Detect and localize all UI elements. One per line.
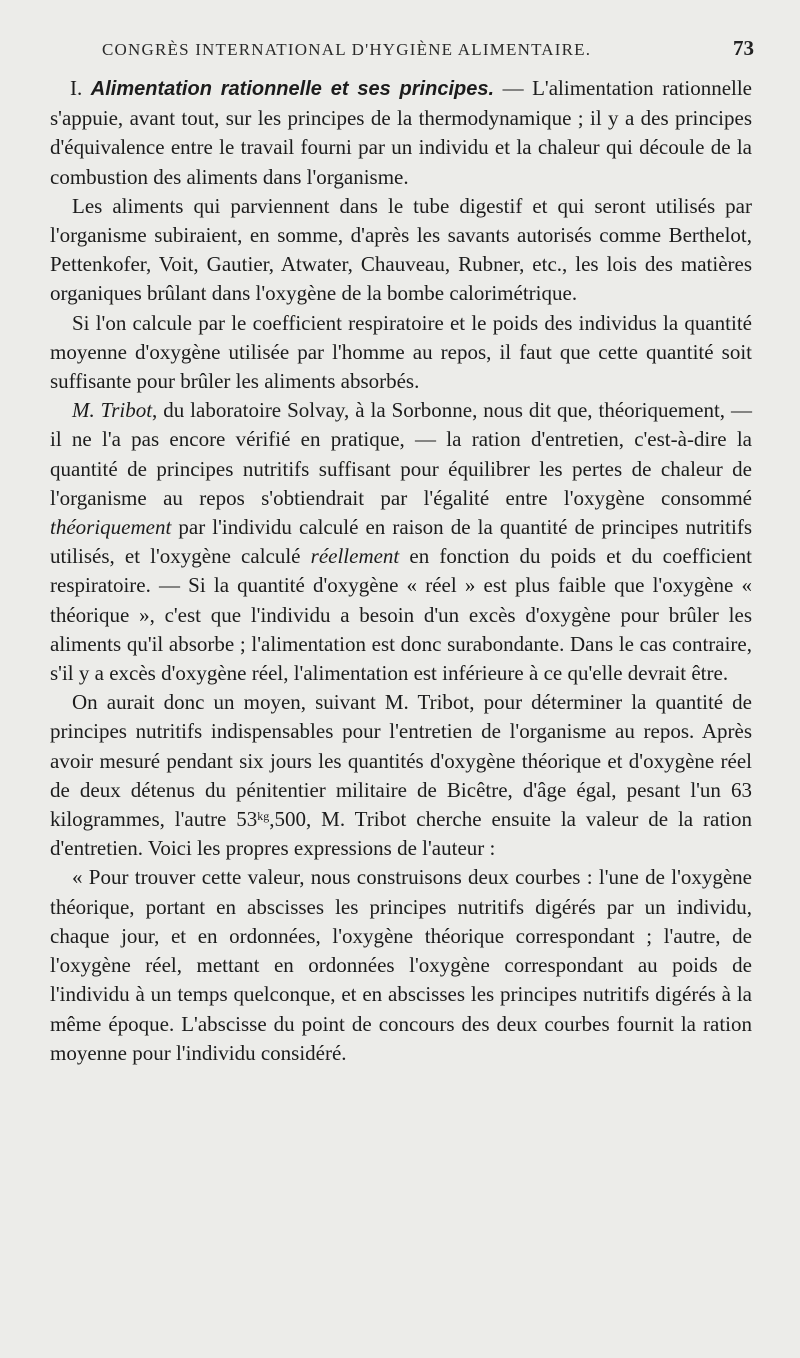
- page-body: [50, 74, 752, 1068]
- emphasis-theoriquement: théoriquement: [50, 515, 172, 540]
- paragraph-aliments: Les aliments qui parviennent dans le tube digestif et qui seront utilisés par l'organisme subiraient, en somme, d'après les savants autorisés comme Berthelot, Pettenkofer, Voit, Gautier, Atwater, Chauveau, Rubner, etc., les lois des matières organiques brûlant dans l'oxygène de la bombe calorimétrique.: [50, 193, 752, 306]
- paragraph-text: par l'individu calculé en raison de la quantité de principes nutritifs utilisés, et l'oxygène calculé: [50, 515, 752, 569]
- page-header: [102, 36, 754, 61]
- paragraph-section-intro: [50, 74, 752, 192]
- paragraph-text: — L'alimentation rationnelle s'appuie, avant tout, sur les principes de la thermodynamique ; il y a des principes d'équivalence entre le travail fourni par un individu et la chaleur qui découle de la combustion des aliments dans l'organisme.: [50, 76, 753, 189]
- paragraph-tribot: [50, 396, 752, 688]
- paragraph-text: On aurait donc un moyen, suivant M. Tribot, pour déterminer la quantité de principes nutritifs indispensables pour l'entretien de l'organisme au repos. Après avoir mesuré pendant six jours les quantités d'oxygène théorique et d'oxygène réel de deux détenus du pénitentier militaire de Bicêtre, d'âge égal, pesant l'un 63 kilogrammes, l'autre 53: [50, 690, 752, 832]
- paragraph-coefficient: Si l'on calcule par le coefficient respiratoire et le poids des individus la quantité moyenne d'oxygène utilisée par l'homme au repos, il faut que cette quantité soit suffisante pour brûler les aliments absorbés.: [50, 310, 752, 394]
- unit-kg: kg: [257, 809, 270, 824]
- page-number: 73: [733, 36, 754, 60]
- paragraph-text: , du laboratoire Solvay, à la Sorbonne, nous dit que, théoriquement, — il ne l'a pas encore vérifié en pratique, — la ration d'entretien, c'est-à-dire la quantité de principes nutritifs suffisant pour équilibrer les pertes de chaleur de l'organisme au repos s'obtiendrait par l'égalité entre l'oxygène consommé: [50, 398, 752, 510]
- section-number: I.: [70, 76, 83, 100]
- paragraph-method: [50, 688, 752, 863]
- running-title: CONGRÈS INTERNATIONAL D'HYGIÈNE ALIMENTAIRE.: [102, 40, 592, 59]
- paragraph-text: ,500, M. Tribot cherche ensuite la valeur de la ration d'entretien. Voici les propres expressions de l'auteur :: [50, 807, 752, 861]
- section-heading: Alimentation rationnelle et ses principes.: [90, 78, 495, 100]
- emphasis-reellement: réellement: [310, 544, 400, 569]
- author-name: M. Tribot: [72, 398, 153, 423]
- paragraph-text: en fonction du poids et du coefficient respiratoire. — Si la quantité d'oxygène « réel » est plus faible que l'oxygène « théorique », c'est que l'individu a besoin d'un excès d'oxygène pour brûler les aliments qu'il absorbe ; l'alimentation est donc surabondante. Dans le cas contraire, s'il y a excès d'oxygène réel, l'alimentation est inférieure à ce qu'elle devrait être.: [50, 544, 753, 686]
- paragraph-quote: « Pour trouver cette valeur, nous construisons deux courbes : l'une de l'oxygène théorique, portant en abscisses les principes nutritifs digérés par un individu, chaque jour, et en ordonnées, l'oxygène théorique correspondant ; l'autre, de l'oxygène réel, mettant en ordonnées l'oxygène correspondant au poids de l'individu à un temps quelconque, et en abscisses les principes nutritifs digérés à la même époque. L'abscisse du point de concours des deux courbes fournit la ration moyenne pour l'individu considéré.: [50, 865, 752, 1065]
